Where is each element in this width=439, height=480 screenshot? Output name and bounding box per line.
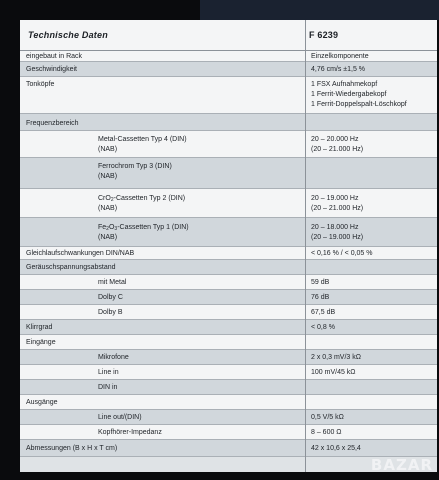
spec-sublabel: Ferrochrom Typ 3 (DIN) xyxy=(98,163,172,170)
spec-row-snr xyxy=(20,260,437,275)
watermark-logo: BAZAR xyxy=(370,456,433,474)
spec-value: 1 Ferrit-Doppelspalt-Löschkopf xyxy=(311,101,407,108)
spec-value: < 0,8 % xyxy=(311,324,335,331)
spec-label: Abmessungen (B x H x T cm) xyxy=(26,445,118,452)
spec-label: Gleichlaufschwankungen DIN/NAB xyxy=(26,250,135,257)
spec-row-rack xyxy=(20,51,437,62)
spec-value: 100 mV/45 kΩ xyxy=(311,369,356,376)
spec-label: Geschwindigkeit xyxy=(26,66,77,73)
spec-value: 1 Ferrit-Wiedergabekopf xyxy=(311,91,387,98)
spec-value: (20 – 21.000 Hz) xyxy=(311,205,364,212)
spec-sublabel: Dolby C xyxy=(98,294,123,301)
spec-label: Frequenzbereich xyxy=(26,120,79,127)
spec-label: Geräuschspannungsabstand xyxy=(26,264,116,271)
spec-row-cro2 xyxy=(20,189,437,218)
spec-sublabel: DIN in xyxy=(98,384,118,391)
spec-value: 20 – 19.000 Hz xyxy=(311,195,359,202)
spec-sublabel: Line in xyxy=(98,369,119,376)
spec-row-snr-metal xyxy=(20,275,437,290)
spec-value: Einzelkomponente xyxy=(311,53,369,60)
spec-value: 20 – 20.000 Hz xyxy=(311,136,359,143)
spec-value: 0,5 V/5 kΩ xyxy=(311,414,344,421)
spec-value: 59 dB xyxy=(311,279,330,286)
spec-row-headphones xyxy=(20,425,437,440)
spec-label: Tonköpfe xyxy=(26,81,55,88)
spec-row-snr-dolby-c xyxy=(20,290,437,305)
spec-value: 67,5 dB xyxy=(311,309,336,316)
spec-label: eingebaut in Rack xyxy=(26,53,83,60)
spec-row-speed xyxy=(20,62,437,77)
spec-value: 42 x 10,6 x 25,4 xyxy=(311,445,361,452)
spec-sublabel: CrO$_2$-Cassetten Typ 2 (DIN) xyxy=(98,195,186,203)
spec-value: < 0,16 % / < 0,05 % xyxy=(311,250,373,257)
spec-sublabel: (NAB) xyxy=(98,173,118,180)
spec-sublabel: (NAB) xyxy=(98,146,118,153)
spec-value: 1 FSX Aufnahmekopf xyxy=(311,81,378,88)
header-model: F 6239 xyxy=(309,30,339,40)
spec-sublabel: Mikrofone xyxy=(98,354,129,361)
spec-value: 20 – 18.000 Hz xyxy=(311,224,359,231)
spec-row-snr-dolby-b xyxy=(20,305,437,320)
spec-row-dimensions xyxy=(20,440,437,457)
spec-label: Ausgänge xyxy=(26,399,58,406)
spec-value: 4,76 cm/s ±1,5 % xyxy=(311,66,366,73)
spec-row-frequency xyxy=(20,114,437,131)
spec-sublabel: mit Metal xyxy=(98,279,127,286)
spec-sublabel: Dolby B xyxy=(98,309,123,316)
spec-sublabel: (NAB) xyxy=(98,205,118,212)
spec-label: Eingänge xyxy=(26,339,56,346)
spec-row-heads xyxy=(20,77,437,114)
spec-sublabel: $Fe_2O_3$-Cassetten Typ 1 (DIN) xyxy=(98,224,189,232)
spec-sublabel: (NAB) xyxy=(98,234,118,241)
spec-row-distortion xyxy=(20,320,437,335)
spec-value: 76 dB xyxy=(311,294,330,301)
top-dark-band xyxy=(200,0,439,20)
spec-row-outputs xyxy=(20,395,437,410)
spec-sublabel: Metal-Cassetten Typ 4 (DIN) xyxy=(98,136,187,143)
spec-row-metal xyxy=(20,131,437,158)
spec-row-microphones xyxy=(20,350,437,365)
spec-row-din-in xyxy=(20,380,437,395)
spec-row-line-in xyxy=(20,365,437,380)
spec-sublabel: Line out/(DIN) xyxy=(98,414,142,421)
spec-value: (20 – 21.000 Hz) xyxy=(311,146,364,153)
spec-row-fe2o3 xyxy=(20,218,437,247)
spec-sublabel: Kopfhörer-Impedanz xyxy=(98,429,162,436)
spec-row-inputs xyxy=(20,335,437,350)
table-header xyxy=(20,20,437,51)
spec-row-ferrochrom xyxy=(20,158,437,189)
header-title: Technische Daten xyxy=(28,30,108,40)
spec-value: 2 x 0,3 mV/3 kΩ xyxy=(311,354,361,361)
spec-row-flutter xyxy=(20,247,437,260)
spec-row-line-out xyxy=(20,410,437,425)
spec-value: (20 – 19.000 Hz) xyxy=(311,234,364,241)
spec-value: 8 – 600 Ω xyxy=(311,429,342,436)
spec-label: Klirrgrad xyxy=(26,324,53,331)
spec-sheet xyxy=(20,20,437,472)
column-divider xyxy=(305,20,306,472)
